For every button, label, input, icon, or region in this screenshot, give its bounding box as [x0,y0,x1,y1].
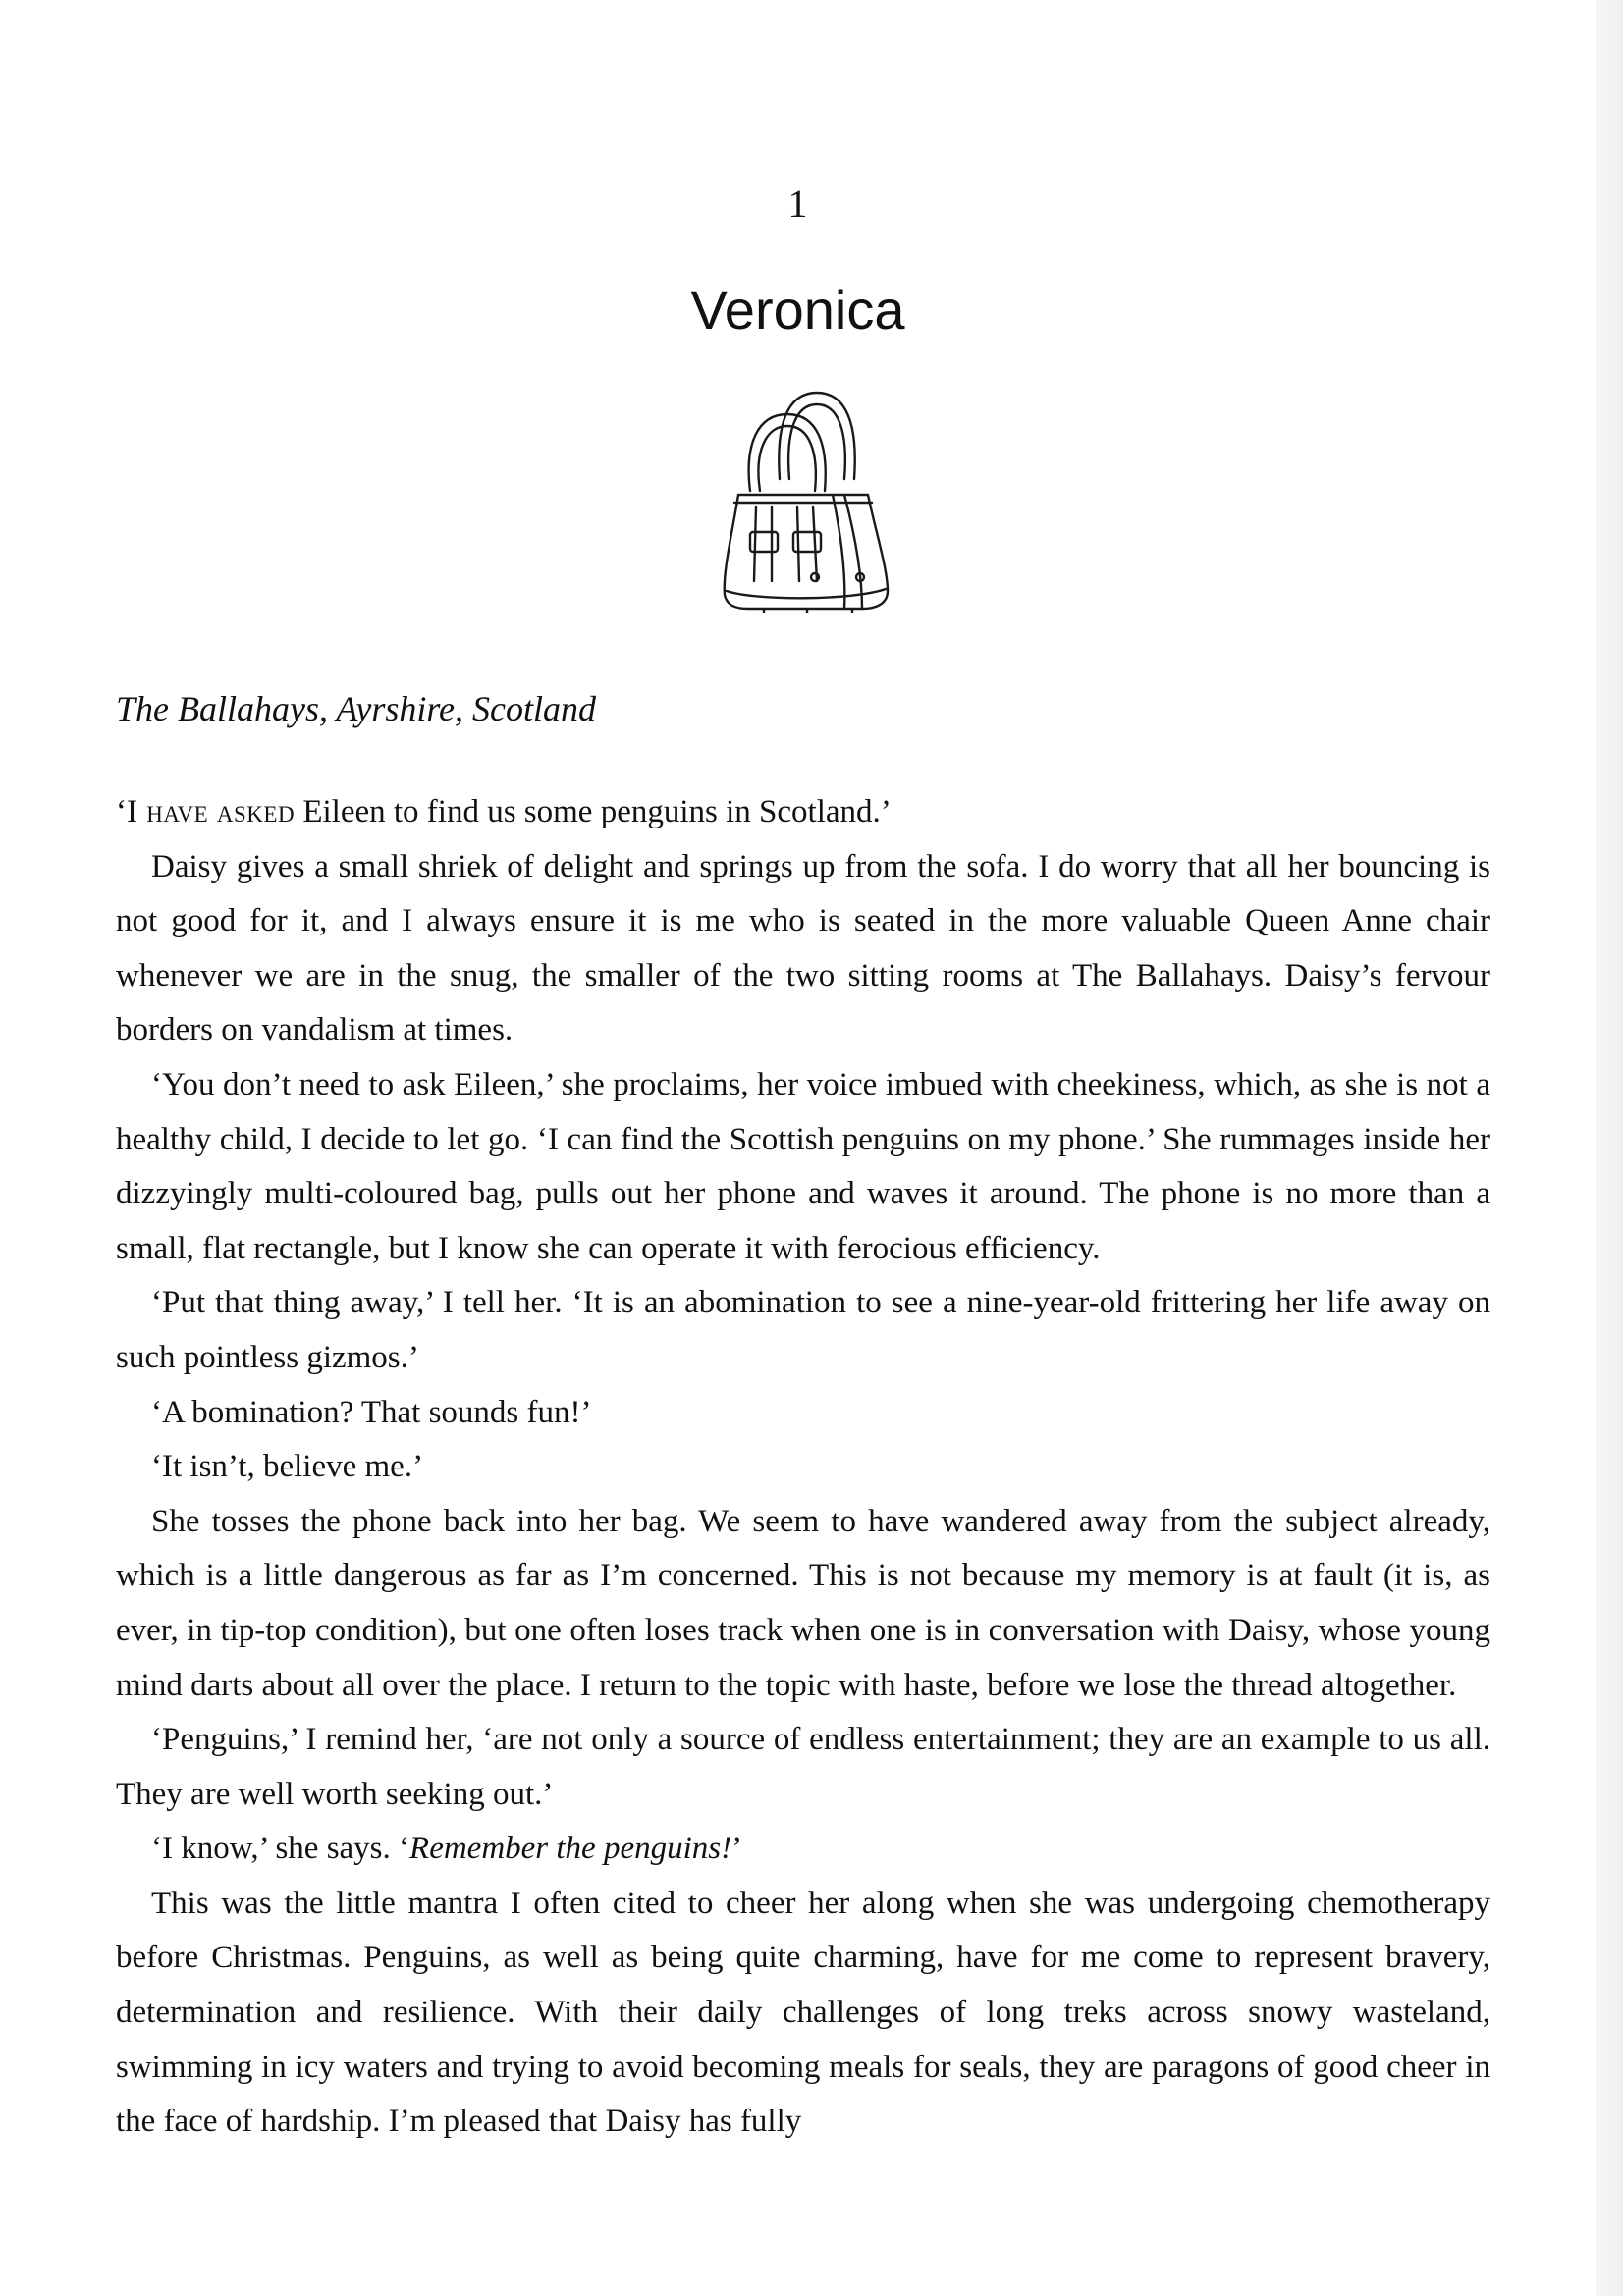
emphasis-text: Remember the penguins! [409,1831,732,1867]
paragraph: ‘Put that thing away,’ I tell her. ‘It is an abomination to see a nine-year-old frittering her life away on such pointless gizmos.’ [116,1285,1490,1375]
scene-location: The Ballahays, Ayrshire, Scotland [116,689,596,728]
paragraph-text: ‘I know,’ she says. ‘ [151,1831,410,1867]
paragraph: She tosses the phone back into her bag. We seem to have wandered away from the subject already, which is a little dangerous as far as I’m concerned. This is not because my memory is at fault (it is, as ever, in tip-top condition), but one often loses track when one is in conversation with Daisy, whose young mind darts about all over the place. I return to the topic with haste, before we lose the thread altogether. [116,1503,1490,1703]
chapter-body-text [116,785,1490,2150]
chapter-title: Veronica [690,279,905,341]
paragraph: ‘It isn’t, believe me.’ [151,1449,424,1485]
opening-smallcaps: I have asked [127,794,296,829]
paragraph: ‘You don’t need to ask Eileen,’ she proclaims, her voice imbued with cheekiness, which, as she is not a healthy child, I decide to let go. ‘I can find the Scottish penguins on my phone.’ She rummages inside her dizzyingly multi-coloured bag, pulls out her phone and waves it around. The phone is no more than a small, flat rectangle, but I know she can operate it with ferocious efficiency. [116,1066,1490,1266]
paragraph [116,1822,1490,1877]
paragraph-text: Eileen to find us some penguins in Scotland.’ [295,794,892,829]
chapter-number: 1 [787,182,808,226]
paragraph [116,785,1490,840]
closing-quote: ’ [731,1831,743,1867]
paragraph: Daisy gives a small shriek of delight and springs up from the sofa. I do worry that all her bouncing is not good for it, and I always ensure it is me who is seated in the more valuable Queen Anne chair whenever we are in the snug, the smaller of the two sitting rooms at The Ballahays. Daisy’s fervour borders on vandalism at times. [116,848,1490,1048]
paragraph: ‘Penguins,’ I remind her, ‘are not only a source of endless entertainment; they are an example to us all. They are well worth seeking out.’ [116,1722,1490,1812]
handbag-icon [715,385,895,613]
paragraph: ‘A bomination? That sounds fun!’ [151,1394,592,1430]
page-edge-shadow [1596,0,1623,2296]
opening-quote: ‘ [116,794,127,829]
paragraph: This was the little mantra I often cited to cheer her along when she was undergoing chemotherapy before Christmas. Penguins, as well as being quite charming, have for me come to represent bravery, determination and resilience. With their daily challenges of long treks across snowy wasteland, swimming in icy waters and trying to avoid becoming meals for seals, they are paragons of good cheer in the face of hardship. I’m pleased that Daisy has fully [116,1885,1490,2140]
